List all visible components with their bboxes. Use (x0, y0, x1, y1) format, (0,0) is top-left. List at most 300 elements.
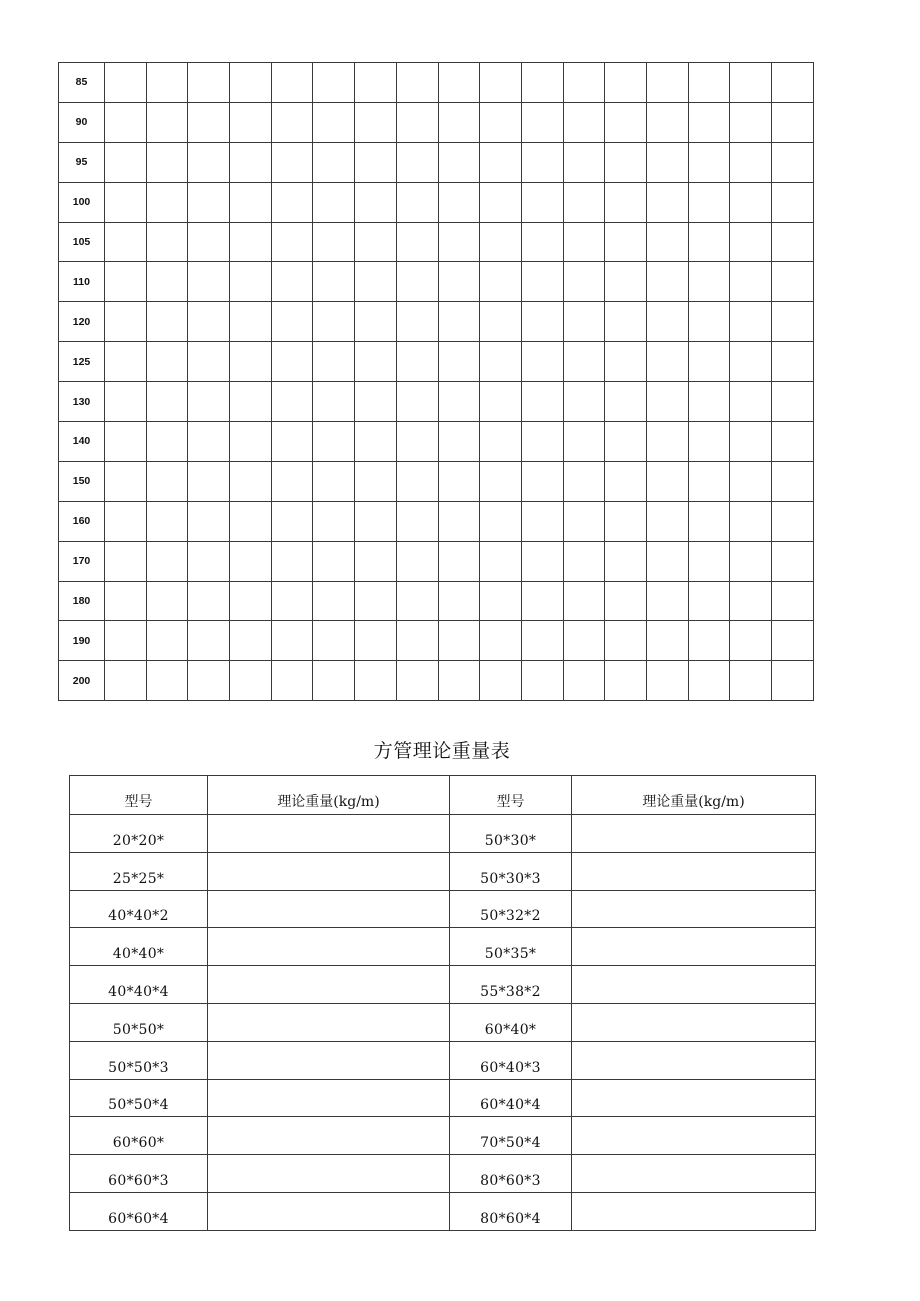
grid-cell (188, 422, 230, 462)
grid-cell (230, 621, 272, 661)
grid-cell (105, 63, 147, 103)
grid-cell (521, 262, 563, 302)
grid-cell (230, 461, 272, 501)
grid-cell (438, 541, 480, 581)
grid-cell (230, 182, 272, 222)
grid-cell (396, 461, 438, 501)
grid-cell (521, 422, 563, 462)
model-right-cell: 55*38*2 (450, 966, 572, 1004)
grid-cell (772, 102, 814, 142)
model-left-cell: 40*40*4 (70, 966, 208, 1004)
grid-cell (730, 501, 772, 541)
grid-cell (688, 461, 730, 501)
grid-cell (480, 541, 522, 581)
grid-cell (188, 621, 230, 661)
weight-right-cell (572, 890, 816, 928)
grid-cell (313, 342, 355, 382)
grid-cell (355, 63, 397, 103)
grid-cell (688, 541, 730, 581)
weight-right-cell (572, 1041, 816, 1079)
grid-cell (188, 661, 230, 701)
grid-cell (605, 541, 647, 581)
grid-cell (438, 342, 480, 382)
grid-cell (438, 262, 480, 302)
size-grid-table (58, 62, 814, 701)
grid-cell (480, 102, 522, 142)
grid-cell (146, 581, 188, 621)
grid-cell (480, 621, 522, 661)
grid-cell (688, 382, 730, 422)
grid-cell (730, 142, 772, 182)
grid-cell (230, 661, 272, 701)
grid-row (59, 302, 814, 342)
grid-cell (688, 342, 730, 382)
grid-row (59, 63, 814, 103)
grid-cell (646, 142, 688, 182)
grid-cell (646, 182, 688, 222)
model-left-cell: 25*25* (70, 852, 208, 890)
weight-left-cell (208, 966, 450, 1004)
weight-right-cell (572, 966, 816, 1004)
weight-right-cell (572, 928, 816, 966)
grid-row-label: 105 (59, 222, 105, 262)
grid-cell (646, 501, 688, 541)
grid-cell (105, 621, 147, 661)
page-title: 方管理论重量表 (373, 740, 511, 762)
grid-cell (646, 382, 688, 422)
grid-cell (521, 581, 563, 621)
grid-row (59, 621, 814, 661)
grid-cell (230, 302, 272, 342)
grid-cell (521, 142, 563, 182)
grid-cell (313, 222, 355, 262)
grid-cell (271, 461, 313, 501)
grid-cell (271, 621, 313, 661)
grid-cell (521, 222, 563, 262)
header-weight-right: 理论重量(kg/m) (572, 776, 816, 815)
grid-cell (521, 541, 563, 581)
weight-right-cell (572, 1192, 816, 1230)
grid-row (59, 342, 814, 382)
grid-cell (521, 661, 563, 701)
weight-table-row (70, 928, 816, 966)
grid-cell (396, 342, 438, 382)
grid-cell (563, 501, 605, 541)
grid-cell (313, 661, 355, 701)
grid-cell (271, 541, 313, 581)
grid-cell (355, 142, 397, 182)
grid-cell (772, 342, 814, 382)
grid-row (59, 142, 814, 182)
grid-cell (396, 302, 438, 342)
grid-cell (730, 621, 772, 661)
weight-left-cell (208, 815, 450, 853)
weight-table-row (70, 1079, 816, 1117)
grid-cell (563, 541, 605, 581)
grid-cell (146, 63, 188, 103)
grid-cell (563, 621, 605, 661)
grid-cell (521, 182, 563, 222)
grid-row-label: 180 (59, 581, 105, 621)
grid-cell (563, 142, 605, 182)
grid-cell (396, 661, 438, 701)
grid-cell (355, 541, 397, 581)
grid-cell (313, 461, 355, 501)
grid-cell (772, 541, 814, 581)
grid-cell (772, 262, 814, 302)
model-left-cell: 60*60*4 (70, 1192, 208, 1230)
grid-cell (480, 501, 522, 541)
weight-table (69, 775, 816, 1231)
grid-cell (105, 182, 147, 222)
weight-left-cell (208, 852, 450, 890)
model-left-cell: 50*50*4 (70, 1079, 208, 1117)
model-left-cell: 60*60* (70, 1117, 208, 1155)
grid-cell (563, 342, 605, 382)
grid-cell (772, 182, 814, 222)
grid-row (59, 422, 814, 462)
grid-cell (438, 142, 480, 182)
grid-cell (396, 581, 438, 621)
grid-cell (563, 262, 605, 302)
grid-cell (188, 501, 230, 541)
grid-cell (480, 342, 522, 382)
grid-cell (188, 541, 230, 581)
grid-cell (438, 422, 480, 462)
grid-cell (146, 541, 188, 581)
grid-cell (521, 342, 563, 382)
grid-cell (563, 63, 605, 103)
grid-cell (772, 501, 814, 541)
grid-row-label: 95 (59, 142, 105, 182)
grid-row (59, 182, 814, 222)
grid-cell (355, 661, 397, 701)
grid-cell (521, 501, 563, 541)
grid-cell (688, 501, 730, 541)
grid-cell (605, 382, 647, 422)
model-right-cell: 50*30* (450, 815, 572, 853)
grid-cell (730, 382, 772, 422)
grid-cell (271, 182, 313, 222)
grid-cell (772, 302, 814, 342)
weight-table-row (70, 1003, 816, 1041)
weight-table-row (70, 966, 816, 1004)
grid-cell (772, 461, 814, 501)
weight-table-row (70, 1117, 816, 1155)
grid-cell (772, 661, 814, 701)
grid-cell (230, 222, 272, 262)
grid-cell (730, 182, 772, 222)
model-right-cell: 70*50*4 (450, 1117, 572, 1155)
grid-cell (730, 541, 772, 581)
grid-cell (646, 222, 688, 262)
grid-cell (188, 302, 230, 342)
weight-left-cell (208, 928, 450, 966)
grid-cell (188, 262, 230, 302)
grid-cell (355, 621, 397, 661)
weight-table-row (70, 1041, 816, 1079)
grid-cell (730, 581, 772, 621)
grid-cell (355, 182, 397, 222)
grid-cell (563, 222, 605, 262)
grid-cell (105, 422, 147, 462)
grid-cell (605, 422, 647, 462)
grid-cell (188, 102, 230, 142)
model-right-cell: 60*40* (450, 1003, 572, 1041)
grid-cell (355, 382, 397, 422)
grid-cell (396, 382, 438, 422)
grid-cell (146, 102, 188, 142)
grid-cell (521, 102, 563, 142)
grid-cell (105, 461, 147, 501)
grid-row (59, 541, 814, 581)
grid-cell (271, 501, 313, 541)
grid-cell (646, 581, 688, 621)
grid-cell (105, 262, 147, 302)
grid-cell (688, 302, 730, 342)
header-model-right: 型号 (450, 776, 572, 815)
grid-cell (188, 222, 230, 262)
grid-cell (772, 581, 814, 621)
grid-cell (396, 621, 438, 661)
grid-cell (188, 382, 230, 422)
grid-cell (480, 661, 522, 701)
grid-row-label: 130 (59, 382, 105, 422)
grid-cell (146, 661, 188, 701)
grid-cell (438, 621, 480, 661)
grid-cell (146, 342, 188, 382)
grid-cell (646, 102, 688, 142)
grid-cell (188, 342, 230, 382)
grid-cell (730, 422, 772, 462)
grid-cell (646, 262, 688, 302)
grid-cell (105, 222, 147, 262)
grid-cell (480, 182, 522, 222)
grid-cell (271, 661, 313, 701)
grid-row (59, 461, 814, 501)
grid-cell (563, 102, 605, 142)
model-left-cell: 40*40*2 (70, 890, 208, 928)
grid-cell (271, 342, 313, 382)
grid-cell (146, 621, 188, 661)
grid-cell (605, 342, 647, 382)
grid-cell (772, 422, 814, 462)
grid-cell (688, 422, 730, 462)
grid-cell (646, 342, 688, 382)
grid-row-label: 150 (59, 461, 105, 501)
grid-cell (688, 222, 730, 262)
grid-cell (605, 581, 647, 621)
grid-cell (521, 461, 563, 501)
grid-row-label: 170 (59, 541, 105, 581)
grid-cell (480, 302, 522, 342)
grid-cell (146, 501, 188, 541)
grid-cell (730, 262, 772, 302)
grid-cell (313, 182, 355, 222)
grid-cell (605, 621, 647, 661)
grid-cell (605, 102, 647, 142)
grid-cell (730, 102, 772, 142)
grid-cell (646, 621, 688, 661)
grid-cell (355, 501, 397, 541)
grid-cell (688, 102, 730, 142)
model-left-cell: 40*40* (70, 928, 208, 966)
grid-cell (438, 501, 480, 541)
grid-cell (313, 142, 355, 182)
grid-cell (480, 63, 522, 103)
grid-cell (730, 63, 772, 103)
grid-cell (355, 102, 397, 142)
grid-cell (230, 63, 272, 103)
grid-cell (772, 63, 814, 103)
model-right-cell: 50*30*3 (450, 852, 572, 890)
grid-cell (688, 262, 730, 302)
grid-cell (438, 581, 480, 621)
weight-table-row (70, 1192, 816, 1230)
weight-left-cell (208, 1041, 450, 1079)
grid-cell (521, 621, 563, 661)
model-right-cell: 50*32*2 (450, 890, 572, 928)
model-right-cell: 80*60*4 (450, 1192, 572, 1230)
grid-cell (605, 461, 647, 501)
weight-table-body (70, 815, 816, 1231)
weight-table-header-row (70, 776, 816, 815)
grid-cell (646, 661, 688, 701)
weight-left-cell (208, 1117, 450, 1155)
grid-cell (730, 461, 772, 501)
grid-cell (563, 581, 605, 621)
grid-cell (605, 501, 647, 541)
grid-cell (521, 382, 563, 422)
grid-cell (396, 63, 438, 103)
weight-left-cell (208, 1079, 450, 1117)
grid-cell (313, 63, 355, 103)
weight-left-cell (208, 1003, 450, 1041)
grid-cell (271, 422, 313, 462)
model-left-cell: 50*50*3 (70, 1041, 208, 1079)
weight-right-cell (572, 815, 816, 853)
grid-cell (480, 222, 522, 262)
weight-right-cell (572, 1155, 816, 1193)
grid-cell (230, 581, 272, 621)
grid-cell (480, 382, 522, 422)
grid-cell (146, 142, 188, 182)
grid-cell (230, 102, 272, 142)
model-right-cell: 80*60*3 (450, 1155, 572, 1193)
grid-cell (313, 102, 355, 142)
grid-cell (396, 501, 438, 541)
grid-cell (105, 501, 147, 541)
grid-cell (355, 342, 397, 382)
grid-cell (105, 142, 147, 182)
grid-cell (646, 63, 688, 103)
grid-cell (230, 382, 272, 422)
grid-cell (313, 382, 355, 422)
grid-cell (146, 461, 188, 501)
grid-cell (730, 661, 772, 701)
grid-row-label: 190 (59, 621, 105, 661)
grid-row-label: 160 (59, 501, 105, 541)
grid-cell (438, 461, 480, 501)
grid-cell (146, 222, 188, 262)
grid-cell (230, 501, 272, 541)
grid-cell (396, 422, 438, 462)
grid-cell (438, 661, 480, 701)
grid-cell (646, 461, 688, 501)
grid-cell (188, 182, 230, 222)
grid-cell (438, 182, 480, 222)
grid-cell (480, 262, 522, 302)
grid-cell (271, 262, 313, 302)
grid-cell (188, 63, 230, 103)
grid-cell (188, 581, 230, 621)
grid-cell (230, 342, 272, 382)
grid-row-label: 125 (59, 342, 105, 382)
grid-cell (355, 262, 397, 302)
grid-cell (438, 382, 480, 422)
grid-cell (438, 102, 480, 142)
grid-row-label: 90 (59, 102, 105, 142)
grid-cell (646, 302, 688, 342)
grid-cell (271, 581, 313, 621)
model-right-cell: 60*40*4 (450, 1079, 572, 1117)
grid-cell (688, 63, 730, 103)
grid-row (59, 661, 814, 701)
grid-cell (646, 422, 688, 462)
grid-row-label: 140 (59, 422, 105, 462)
grid-cell (563, 182, 605, 222)
weight-right-cell (572, 852, 816, 890)
grid-cell (563, 461, 605, 501)
grid-cell (730, 222, 772, 262)
model-left-cell: 50*50* (70, 1003, 208, 1041)
grid-cell (230, 262, 272, 302)
grid-cell (146, 262, 188, 302)
grid-cell (730, 302, 772, 342)
grid-cell (271, 382, 313, 422)
grid-cell (438, 302, 480, 342)
grid-cell (313, 621, 355, 661)
grid-cell (230, 142, 272, 182)
grid-cell (605, 63, 647, 103)
grid-cell (271, 102, 313, 142)
grid-row (59, 262, 814, 302)
grid-cell (230, 541, 272, 581)
grid-cell (480, 581, 522, 621)
grid-cell (146, 182, 188, 222)
size-grid-body (59, 63, 814, 701)
weight-left-cell (208, 1155, 450, 1193)
grid-cell (480, 142, 522, 182)
grid-cell (396, 142, 438, 182)
grid-cell (105, 382, 147, 422)
grid-cell (355, 222, 397, 262)
grid-cell (646, 541, 688, 581)
weight-right-cell (572, 1003, 816, 1041)
weight-table-row (70, 852, 816, 890)
grid-cell (396, 222, 438, 262)
weight-right-cell (572, 1117, 816, 1155)
grid-cell (563, 302, 605, 342)
grid-cell (271, 142, 313, 182)
grid-cell (605, 222, 647, 262)
grid-cell (313, 262, 355, 302)
grid-cell (772, 142, 814, 182)
grid-cell (396, 262, 438, 302)
grid-cell (605, 142, 647, 182)
grid-row-label: 200 (59, 661, 105, 701)
grid-cell (688, 182, 730, 222)
